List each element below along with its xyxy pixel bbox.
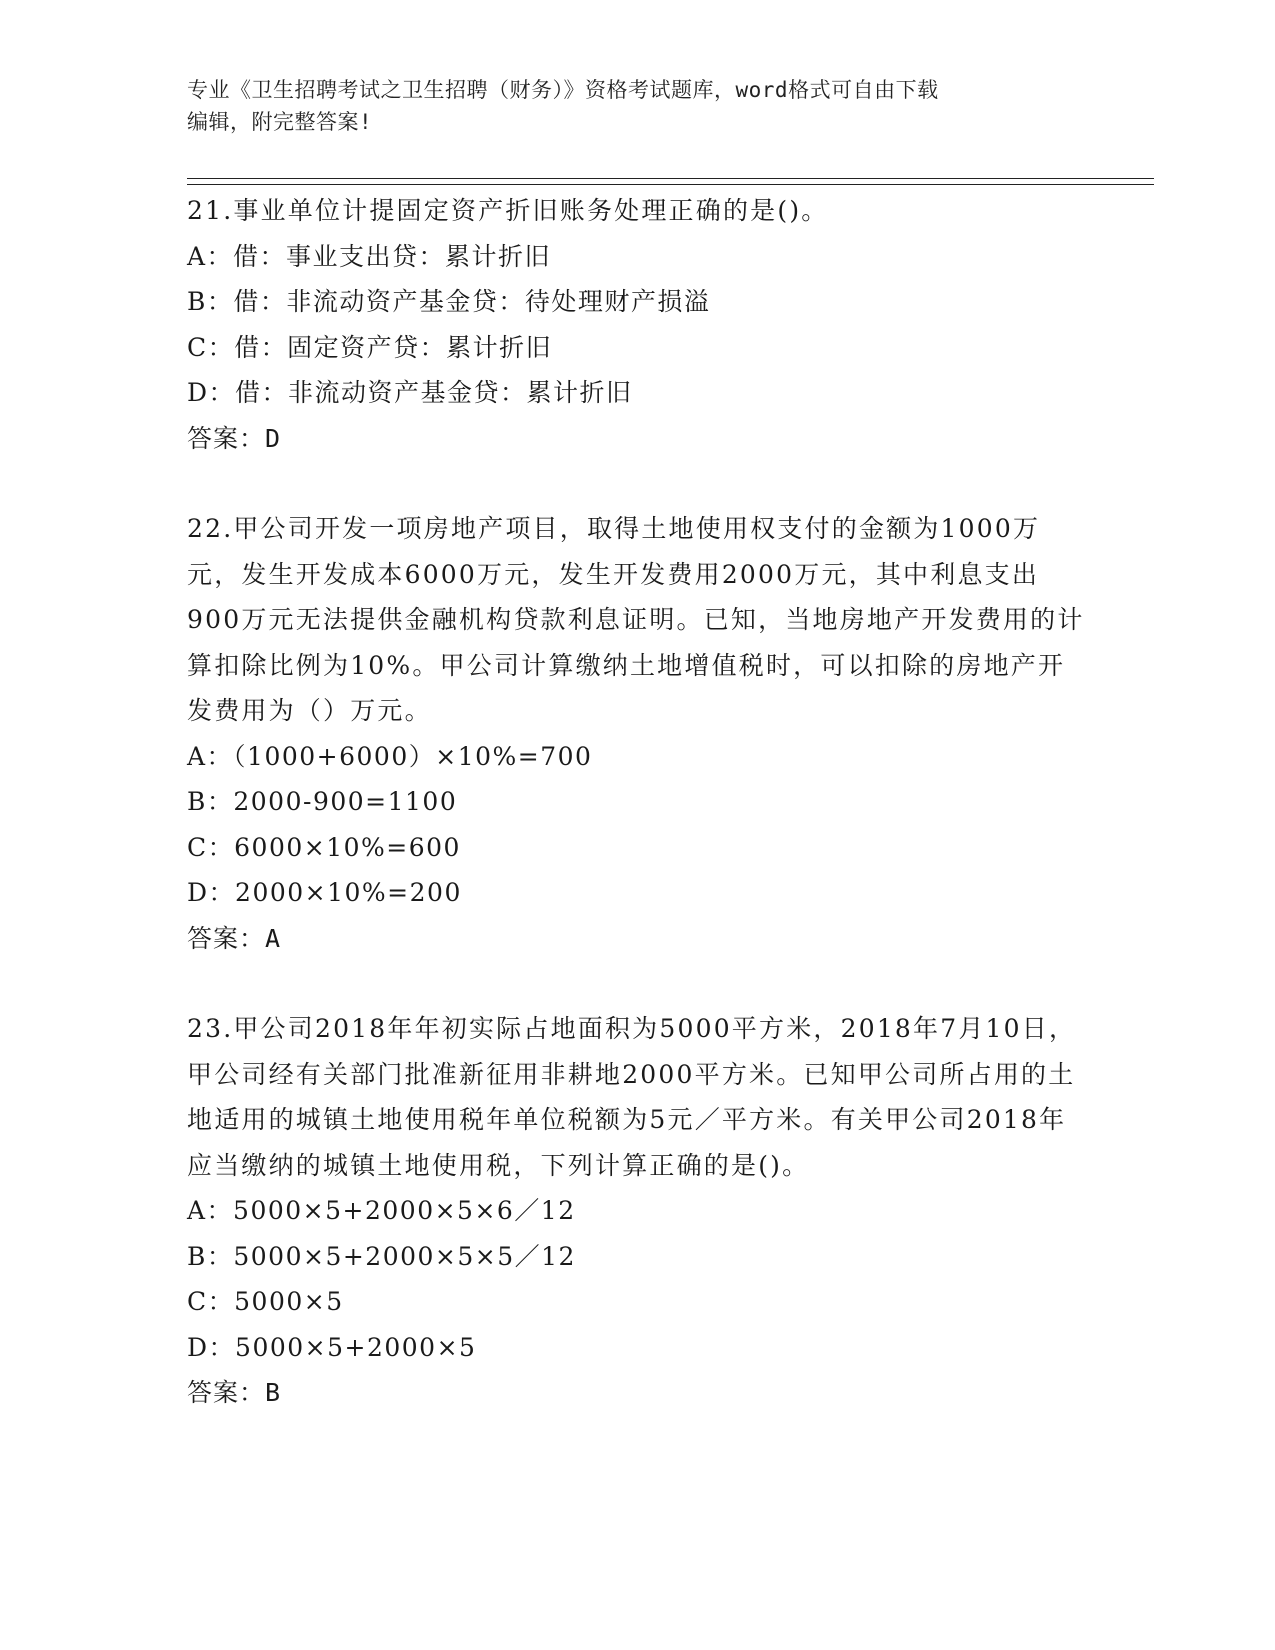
question-21: [187, 188, 1087, 461]
answer-label: 答案：A: [187, 923, 282, 953]
question-stem: 23.甲公司2018年年初实际占地面积为5000平方米，2018年7月10日，甲公司经有关部门批准新征用非耕地2000平方米。已知甲公司所占用的土地适用的城镇土地使用税年单位税额为5元／平方米。有关甲公司2018年应当缴纳的城镇土地使用税，下列计算正确的是()。: [187, 1014, 1077, 1180]
option-b: B：2000-900=1100: [187, 787, 458, 816]
option-b: B：借：非流动资产基金贷：待处理财产损溢: [187, 287, 711, 316]
question-stem: 21.事业单位计提固定资产折旧账务处理正确的是()。: [187, 196, 829, 225]
question-22: [187, 506, 1087, 961]
option-b: B：5000×5+2000×5×5／12: [187, 1241, 576, 1271]
option-d: D：2000×10%=200: [187, 878, 462, 907]
question-23: [187, 1006, 1087, 1416]
option-c: C：6000×10%=600: [187, 832, 461, 862]
answer-label: 答案：B: [187, 1378, 282, 1407]
header-divider-bottom: [187, 184, 1154, 185]
answer-label: 答案：D: [187, 423, 282, 453]
option-a: A：5000×5+2000×5×6／12: [187, 1196, 576, 1225]
header-line-1: 专业《卫生招聘考试之卫生招聘（财务）》资格考试题库，word格式可自由下载: [187, 78, 939, 102]
header-divider-top: [187, 178, 1154, 179]
header-line-2: 编辑，附完整答案!: [187, 110, 373, 134]
option-c: C：借：固定资产贷：累计折旧: [187, 332, 553, 362]
question-stem: 22.甲公司开发一项房地产项目，取得土地使用权支付的金额为1000万元，发生开发成本6000万元，发生开发费用2000万元，其中利息支出900万元无法提供金融机构贷款利息证明。已知，当地房地产开发费用的计算扣除比例为10%。甲公司计算缴纳土地增值税时，可以扣除的房地产开发费用为（）万元。: [187, 514, 1085, 725]
question-list: [187, 188, 1087, 1461]
option-d: D：借：非流动资产基金贷：累计折旧: [187, 378, 633, 407]
option-c: C：5000×5: [187, 1287, 344, 1316]
option-d: D：5000×5+2000×5: [187, 1332, 477, 1362]
option-a: A：（1000+6000）×10%=700: [187, 741, 593, 771]
document-header: [187, 74, 1067, 138]
option-a: A：借：事业支出贷：累计折旧: [187, 241, 552, 271]
